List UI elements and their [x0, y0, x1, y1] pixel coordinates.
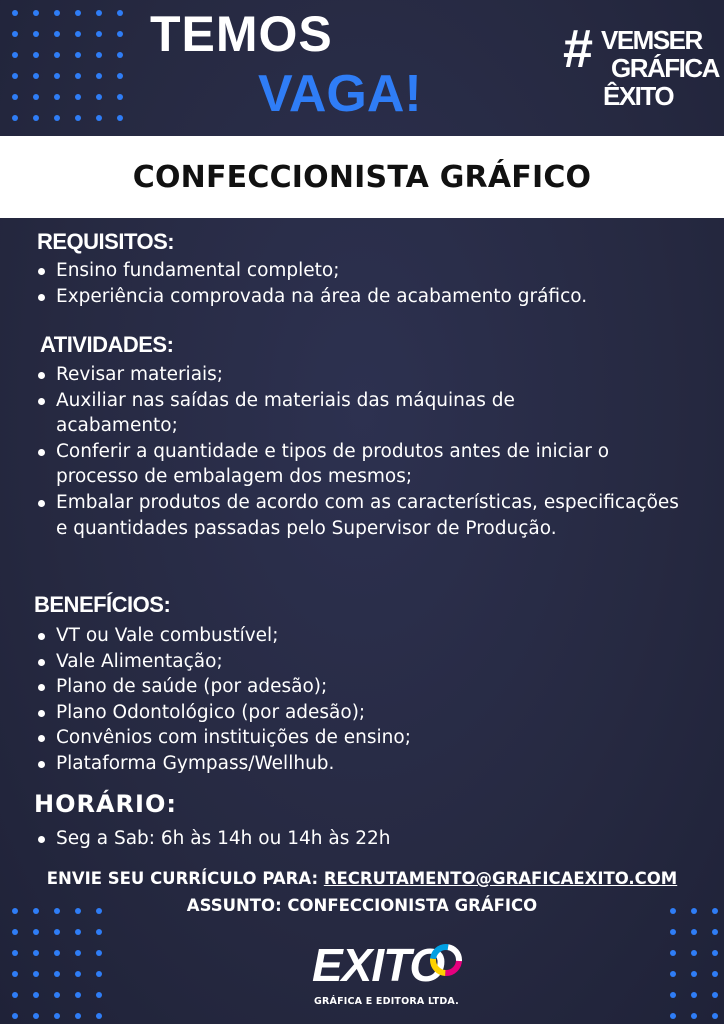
dot	[96, 992, 102, 998]
dot	[12, 10, 18, 16]
dot	[117, 94, 123, 100]
atividades-heading: ATIVIDADES:	[40, 332, 174, 357]
dot	[54, 73, 60, 79]
exito-logo	[300, 930, 470, 1020]
dot	[96, 10, 102, 16]
list-item: Seg a Sab: 6h às 14h ou 14h às 22h	[36, 826, 656, 852]
dot	[33, 94, 39, 100]
dot	[96, 31, 102, 37]
dot	[96, 94, 102, 100]
dot	[96, 971, 102, 977]
email-link[interactable]: RECRUTAMENTO@GRAFICAEXITO.COM	[323, 869, 678, 888]
hashtag-line-2: GRÁFICA	[611, 53, 719, 83]
dot	[54, 10, 60, 16]
dot	[712, 929, 718, 935]
dot	[75, 94, 81, 100]
dot	[12, 31, 18, 37]
dot	[691, 950, 697, 956]
headline-temos: TEMOS	[150, 6, 333, 62]
requisitos-heading: REQUISITOS:	[37, 229, 175, 254]
dot	[12, 950, 18, 956]
horario-list	[36, 826, 656, 852]
dot	[75, 31, 81, 37]
hashtag-line-3: ÊXITO	[603, 81, 674, 111]
dot	[670, 971, 676, 977]
list-item: Embalar produtos de acordo com as características, especificações e quantidades passadas pelo Supervisor de Produção.	[36, 490, 696, 541]
dot	[117, 10, 123, 16]
list-item: Revisar materiais;	[36, 362, 686, 388]
dot	[670, 950, 676, 956]
dot	[12, 992, 18, 998]
dot	[33, 992, 39, 998]
dot	[54, 115, 60, 121]
hashtag-line-1: VEMSER	[601, 25, 702, 55]
dot	[54, 950, 60, 956]
dot	[54, 52, 60, 58]
dot	[691, 992, 697, 998]
dot	[12, 94, 18, 100]
dot	[75, 1013, 81, 1019]
dot	[117, 52, 123, 58]
dot	[670, 992, 676, 998]
dot	[12, 52, 18, 58]
dot	[96, 1013, 102, 1019]
list-item: Plano de saúde (por adesão);	[36, 674, 656, 700]
dot	[54, 1013, 60, 1019]
dot	[54, 31, 60, 37]
dot	[33, 73, 39, 79]
logo-color-ring-icon	[428, 942, 464, 978]
dot	[691, 929, 697, 935]
dot	[712, 1013, 718, 1019]
list-item: Plano Odontológico (por adesão);	[36, 700, 656, 726]
dot	[117, 31, 123, 37]
dot-pattern-top-left	[0, 0, 140, 135]
list-item: Ensino fundamental completo;	[36, 258, 696, 284]
dot	[33, 929, 39, 935]
list-item: VT ou Vale combustível;	[36, 623, 656, 649]
dot	[712, 971, 718, 977]
dot	[75, 929, 81, 935]
dot	[75, 52, 81, 58]
dot	[75, 971, 81, 977]
list-item: Convênios com instituições de ensino;	[36, 725, 656, 751]
dot	[12, 73, 18, 79]
dot	[712, 950, 718, 956]
dot	[96, 115, 102, 121]
list-item: Conferir a quantidade e tipos de produtos antes de iniciar o processo de embalagem dos mesmos;	[36, 439, 696, 490]
dot	[691, 971, 697, 977]
dot	[33, 950, 39, 956]
dot	[670, 929, 676, 935]
dot	[12, 971, 18, 977]
dot	[12, 115, 18, 121]
dot	[75, 992, 81, 998]
dot	[117, 73, 123, 79]
requisitos-list	[36, 258, 696, 309]
job-title-banner	[0, 136, 724, 218]
dot	[33, 31, 39, 37]
hashtag-symbol: #	[563, 19, 594, 79]
atividades-list	[36, 362, 686, 541]
cta-subject: ASSUNTO: CONFECCIONISTA GRÁFICO	[186, 896, 538, 915]
dot-pattern-bottom-right	[662, 900, 724, 1024]
dot	[54, 971, 60, 977]
logo-wordmark: EXITO	[312, 939, 445, 991]
dot	[12, 929, 18, 935]
beneficios-heading: BENEFÍCIOS:	[34, 592, 171, 617]
dot	[691, 1013, 697, 1019]
dot	[117, 115, 123, 121]
dot	[33, 115, 39, 121]
dot	[75, 73, 81, 79]
cta-prefix: ENVIE SEU CURRÍCULO PARA:	[46, 869, 324, 888]
dot	[670, 1013, 676, 1019]
dot	[54, 929, 60, 935]
dot	[33, 971, 39, 977]
dot	[75, 115, 81, 121]
dot	[75, 10, 81, 16]
beneficios-list	[36, 623, 656, 777]
dot	[96, 52, 102, 58]
dot	[54, 992, 60, 998]
logo-subtitle: GRÁFICA E EDITORA LTDA.	[314, 996, 459, 1007]
dot	[33, 1013, 39, 1019]
list-item: Plataforma Gympass/Wellhub.	[36, 751, 656, 777]
dot	[12, 1013, 18, 1019]
list-item: Auxiliar nas saídas de materiais das máquinas de acabamento;	[36, 388, 616, 439]
horario-heading: HORÁRIO:	[34, 790, 177, 818]
list-item: Vale Alimentação;	[36, 649, 656, 675]
dot	[96, 950, 102, 956]
cta-line	[0, 869, 724, 888]
dot	[33, 52, 39, 58]
list-item: Experiência comprovada na área de acabamento gráfico.	[36, 284, 696, 310]
headline-vaga: VAGA!	[258, 65, 422, 123]
dot	[54, 94, 60, 100]
dot	[96, 73, 102, 79]
dot	[33, 10, 39, 16]
dot	[96, 929, 102, 935]
dot	[75, 950, 81, 956]
dot	[712, 992, 718, 998]
job-title: CONFECCIONISTA GRÁFICO	[132, 159, 592, 195]
dot-pattern-bottom-left	[0, 900, 130, 1024]
